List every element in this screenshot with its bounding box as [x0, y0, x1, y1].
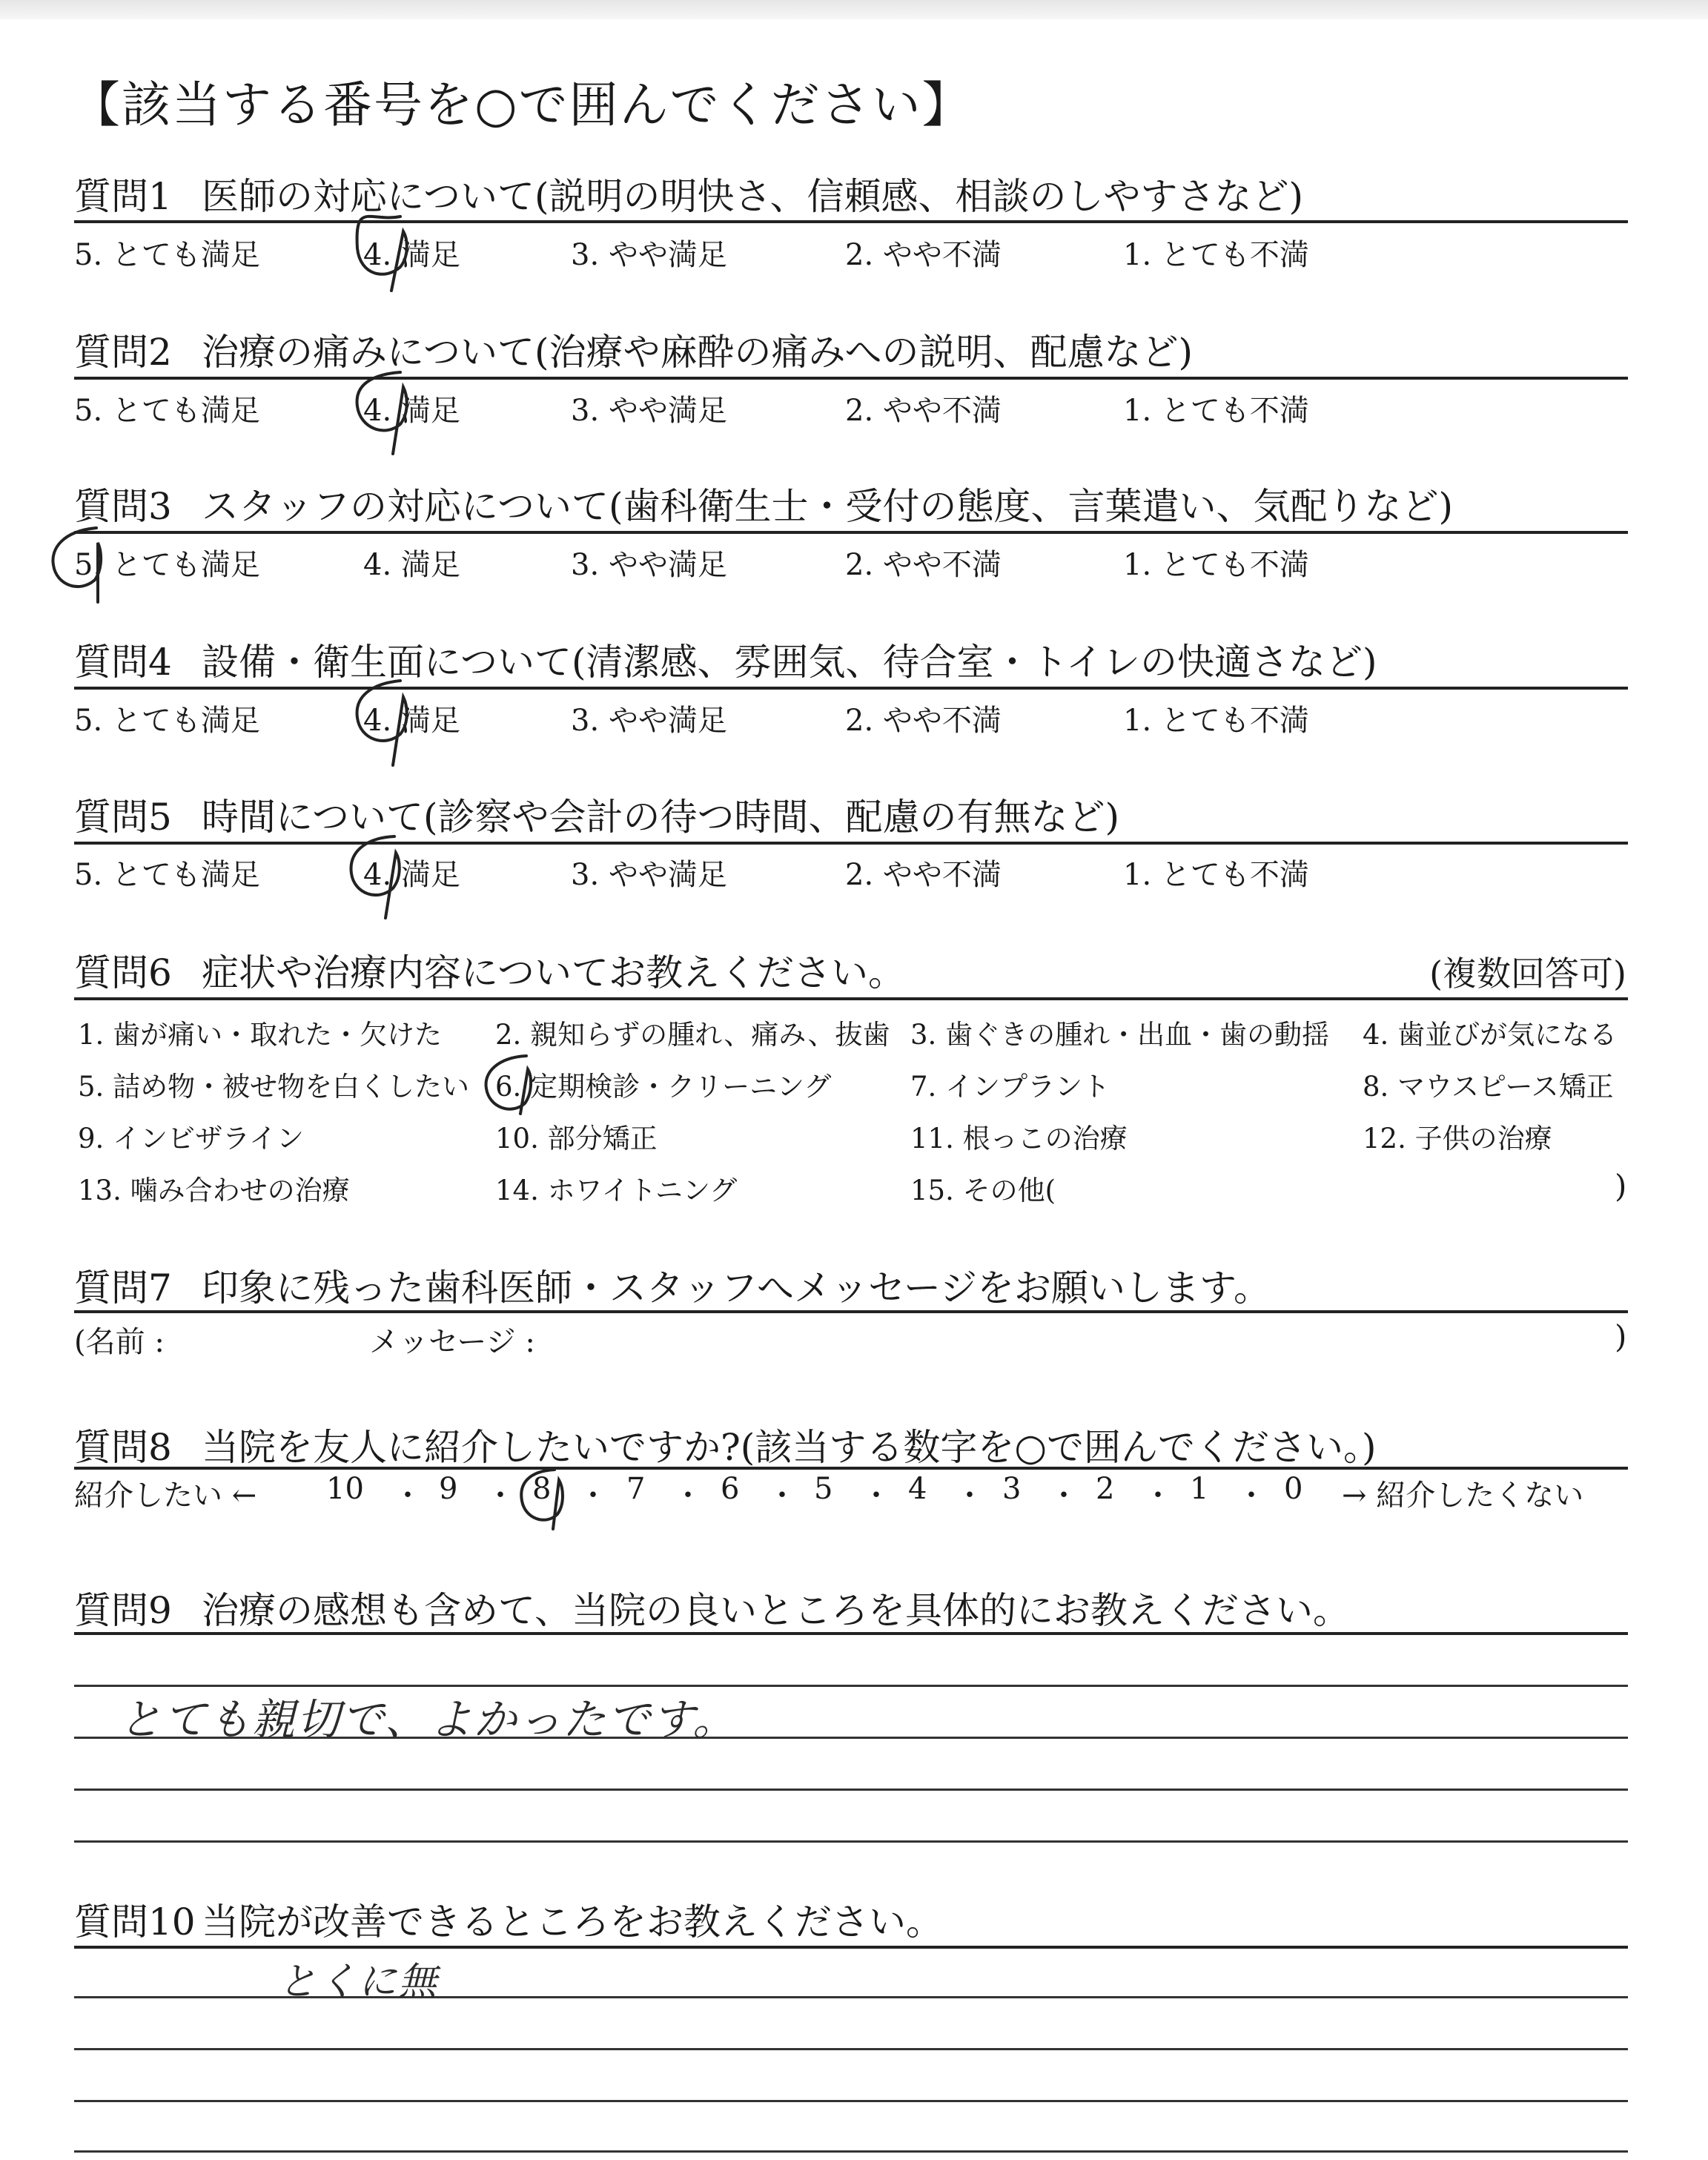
question-3-text: スタッフの対応について(歯科衛生士・受付の態度、言葉遣い、気配りなど): [202, 485, 1454, 528]
q4-option-2[interactable]: 2. やや不満: [845, 704, 1002, 738]
question-8-text: 当院を友人に紹介したいですか?(該当する数字を○で囲んでください。): [202, 1426, 1377, 1469]
question-2-number: 質問2: [74, 331, 172, 374]
scale-value-5[interactable]: 5: [814, 1472, 833, 1506]
q2-option-1[interactable]: 1. とても不満: [1123, 394, 1309, 428]
q5-option-3[interactable]: 3. やや満足: [571, 858, 727, 892]
question-7-number: 質問7: [74, 1266, 172, 1309]
q6-choice-5[interactable]: 5. 詰め物・被せ物を白くしたい: [78, 1071, 470, 1103]
q6-choice-11[interactable]: 11. 根っこの治療: [910, 1123, 1128, 1155]
q3-option-2[interactable]: 2. やや不満: [845, 548, 1002, 582]
q6-selection-circle: [486, 1056, 531, 1114]
q5-option-1[interactable]: 1. とても不満: [1123, 858, 1309, 892]
q6-choice-6[interactable]: 6. 定期検診・クリーニング: [495, 1071, 832, 1103]
scale-right-label: → 紹介したくない: [1342, 1479, 1584, 1513]
q1-option-5[interactable]: 5. とても満足: [74, 238, 260, 272]
scale-value-3[interactable]: 3: [1002, 1472, 1022, 1506]
question-10-number: 質問10: [74, 1900, 196, 1943]
question-5-number: 質問5: [74, 796, 172, 839]
question-9-text: 治療の感想も含めて、当院の良いところを具体的にお教えください。: [202, 1589, 1350, 1632]
question-4-text: 設備・衛生面について(清潔感、雰囲気、待合室・トイレの快適さなど): [202, 641, 1377, 684]
question-4-number: 質問4: [74, 641, 172, 684]
question-1-text: 医師の対応について(説明の明快さ、信頼感、相談のしやすさなど): [202, 175, 1304, 218]
q6-choice-12[interactable]: 12. 子供の治療: [1363, 1123, 1552, 1155]
q7-name-label: (名前 :: [74, 1325, 165, 1359]
scale-separator: ・: [1049, 1479, 1079, 1513]
q6-choice-1[interactable]: 1. 歯が痛い・取れた・欠けた: [78, 1019, 443, 1051]
q2-option-5[interactable]: 5. とても満足: [74, 394, 260, 428]
q4-option-5[interactable]: 5. とても満足: [74, 704, 260, 738]
q4-option-1[interactable]: 1. とても不満: [1123, 704, 1309, 738]
q2-option-2[interactable]: 2. やや不満: [845, 394, 1002, 428]
question-8-number: 質問8: [74, 1426, 172, 1469]
q6-choice-8[interactable]: 8. マウスピース矯正: [1363, 1071, 1614, 1103]
scale-left-label: 紹介したい ←: [74, 1479, 257, 1513]
q3-option-5[interactable]: 5. とても満足: [74, 548, 260, 582]
question-1-number: 質問1: [74, 175, 172, 218]
q6-choice-13[interactable]: 13. 噛み合わせの治療: [78, 1175, 350, 1206]
question-6-text: 症状や治療内容についてお教えください。: [202, 951, 905, 994]
question-9-number: 質問9: [74, 1589, 172, 1632]
scale-separator: ・: [486, 1479, 515, 1513]
page-title: 【該当する番号を○で囲んでください】: [71, 76, 973, 133]
scale-separator: ・: [673, 1479, 703, 1513]
q2-option-4[interactable]: 4. 満足: [363, 394, 460, 428]
question-2-text: 治療の痛みについて(治療や麻酔の痛みへの説明、配慮など): [202, 331, 1194, 374]
q7-message-label: メッセージ :: [369, 1325, 535, 1359]
question-5-text: 時間について(診察や会計の待つ時間、配慮の有無など): [202, 796, 1120, 839]
q8-selection-circle: [521, 1470, 563, 1529]
q1-option-2[interactable]: 2. やや不満: [845, 238, 1002, 272]
q9-handwritten-answer[interactable]: とても親切で、よかったです。: [119, 1694, 738, 1745]
scale-value-2[interactable]: 2: [1096, 1472, 1115, 1506]
q3-selection-circle: [53, 528, 101, 602]
q4-option-3[interactable]: 3. やや満足: [571, 704, 727, 738]
q3-option-3[interactable]: 3. やや満足: [571, 548, 727, 582]
scale-value-9[interactable]: 9: [439, 1472, 458, 1506]
q3-option-1[interactable]: 1. とても不満: [1123, 548, 1309, 582]
q3-option-4[interactable]: 4. 満足: [363, 548, 460, 582]
q6-choice-10[interactable]: 10. 部分矯正: [495, 1123, 658, 1155]
question-7-text: 印象に残った歯科医師・スタッフへメッセージをお願いします。: [202, 1266, 1271, 1309]
q1-option-4[interactable]: 4. 満足: [363, 238, 460, 272]
q6-choice-7[interactable]: 7. インプラント: [910, 1071, 1110, 1103]
scale-separator: ・: [861, 1479, 891, 1513]
scale-separator: ・: [393, 1479, 423, 1513]
q1-option-3[interactable]: 3. やや満足: [571, 238, 727, 272]
scale-value-7[interactable]: 7: [626, 1472, 646, 1506]
q6-choice-15[interactable]: 15. その他(: [910, 1175, 1056, 1206]
q10-handwritten-answer[interactable]: とくに無: [278, 1960, 439, 2004]
q5-option-4[interactable]: 4. 満足: [363, 858, 460, 892]
scale-separator: ・: [578, 1479, 608, 1513]
q6-other-close-paren: ): [1615, 1168, 1627, 1204]
q6-choice-9[interactable]: 9. インビザライン: [78, 1123, 304, 1155]
q6-choice-4[interactable]: 4. 歯並びが気になる: [1363, 1019, 1618, 1051]
q5-selection-circle: [351, 836, 400, 918]
scale-value-6[interactable]: 6: [721, 1472, 740, 1506]
scale-value-1[interactable]: 1: [1190, 1472, 1209, 1506]
scale-value-8[interactable]: 8: [532, 1472, 552, 1506]
question-3-number: 質問3: [74, 485, 172, 528]
multiple-answers-note: (複数回答可): [1429, 954, 1626, 994]
q1-selection-circle: [357, 217, 407, 291]
q2-option-3[interactable]: 3. やや満足: [571, 394, 727, 428]
scale-value-10[interactable]: 10: [326, 1472, 364, 1506]
q6-choice-14[interactable]: 14. ホワイトニング: [495, 1175, 738, 1206]
q4-option-4[interactable]: 4. 満足: [363, 704, 460, 738]
q5-option-5[interactable]: 5. とても満足: [74, 858, 260, 892]
q7-close-paren: ): [1615, 1318, 1627, 1355]
q2-selection-circle: [357, 372, 407, 454]
q5-option-2[interactable]: 2. やや不満: [845, 858, 1002, 892]
q6-choice-3[interactable]: 3. 歯ぐきの腫れ・出血・歯の動揺: [910, 1019, 1330, 1051]
scale-separator: ・: [1143, 1479, 1173, 1513]
q1-option-1[interactable]: 1. とても不満: [1123, 238, 1309, 272]
scale-value-4[interactable]: 4: [908, 1472, 927, 1506]
scale-separator: ・: [1237, 1479, 1266, 1513]
question-10-text: 当院が改善できるところをお教えください。: [202, 1900, 943, 1943]
scale-separator: ・: [767, 1479, 797, 1513]
q4-selection-circle: [357, 681, 407, 765]
scale-separator: ・: [955, 1479, 984, 1513]
scale-value-0[interactable]: 0: [1284, 1472, 1303, 1506]
question-6-number: 質問6: [74, 951, 172, 994]
q6-choice-2[interactable]: 2. 親知らずの腫れ、痛み、抜歯: [495, 1019, 890, 1051]
